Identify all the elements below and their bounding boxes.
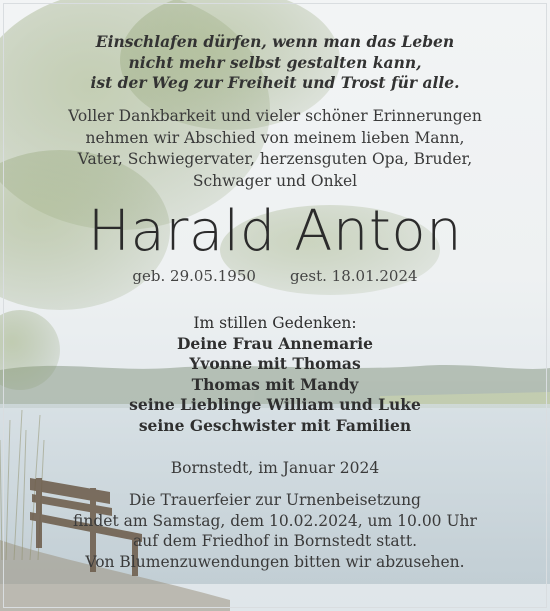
- birth-date: geb. 29.05.1950: [132, 267, 256, 285]
- intro-line: nehmen wir Abschied von meinem lieben Mann,: [85, 128, 465, 147]
- intro-line: Voller Dankbarkeit und vieler schöner Erinnerungen: [68, 107, 482, 125]
- intro-text: [0, 106, 550, 192]
- funeral-info: [0, 490, 550, 572]
- funeral-line: Von Blumenzuwendungen bitten wir abzusehen.: [85, 552, 465, 571]
- mourners-heading: Im stillen Gedenken:: [193, 314, 357, 332]
- mourner-entry: Deine Frau Annemarie: [176, 333, 374, 353]
- mourners-list: [0, 313, 550, 436]
- funeral-line: auf dem Friedhof in Bornstedt statt.: [132, 532, 418, 550]
- life-dates: [0, 266, 550, 286]
- motto-line: Einschlafen dürfen, wenn man das Leben: [95, 32, 455, 51]
- intro-line: Schwager und Onkel: [192, 171, 358, 190]
- place-and-date: Bornstedt, im Januar 2024: [170, 459, 380, 477]
- mourner-entry: Yvonne mit Thomas: [189, 354, 361, 373]
- mourner-entry: Thomas mit Mandy: [191, 374, 359, 394]
- deceased-name: Harald Anton: [87, 199, 463, 264]
- death-date: gest. 18.01.2024: [289, 267, 418, 285]
- motto-verse: [0, 32, 550, 94]
- mourner-entry: seine Lieblinge William und Luke: [129, 395, 421, 414]
- mourner-entry: seine Geschwister mit Familien: [138, 415, 412, 435]
- motto-line: ist der Weg zur Freiheit und Trost für alle.: [90, 73, 460, 92]
- intro-line: Vater, Schwiegervater, herzensguten Opa, Bruder,: [77, 150, 473, 168]
- funeral-line: Die Trauerfeier zur Urnenbeisetzung: [129, 491, 421, 509]
- motto-line: nicht mehr selbst gestalten kann,: [128, 52, 422, 72]
- funeral-line: findet am Samstag, dem 10.02.2024, um 10.00 Uhr: [73, 511, 477, 530]
